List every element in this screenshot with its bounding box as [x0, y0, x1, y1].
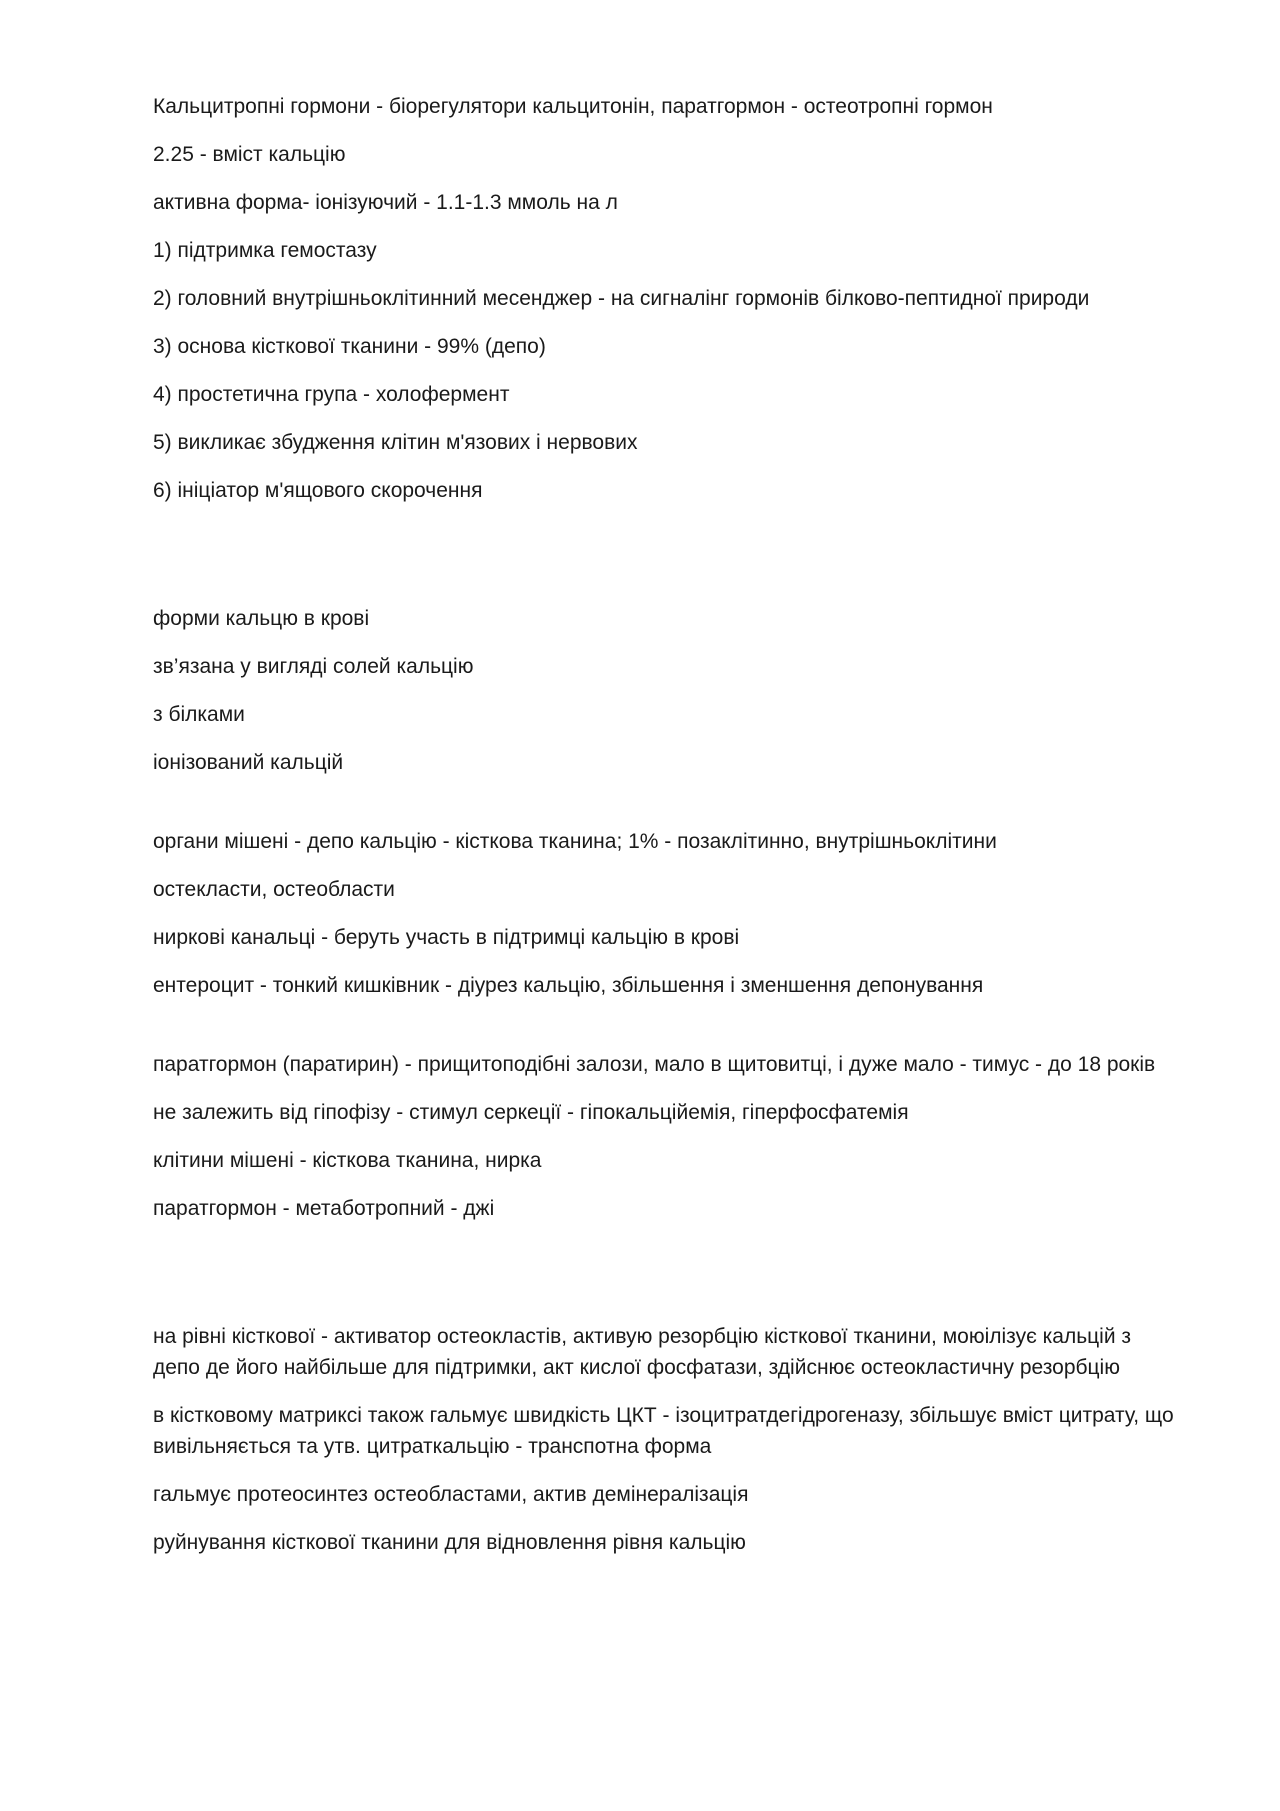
- paragraph-enterocyte: ентероцит - тонкий кишківник - діурез кальцію, збільшення і зменшення депонування: [153, 974, 984, 997]
- paragraph-protein-bound: з білками: [153, 703, 245, 726]
- paragraph-bone-matrix: в кістковому матриксі також гальмує швидкість ЦКТ - ізоцитратдегідрогеназу, збільшує вміст цитрату, що вивільняється та утв. цитраткальцію - транспотна форма: [153, 1404, 1174, 1458]
- paragraph-pituitary-independent: не залежить від гіпофізу - стимул серкеції - гіпокальційемія, гіперфосфатемія: [153, 1101, 909, 1124]
- paragraph-bone-level: на рівні кісткової - активатор остеокластів, активую резорбцію кісткової тканини, моюілізує кальцій з депо де його найбільше для підтримки, акт кислої фосфатази, здійснює остеокластичну резорбцію: [153, 1325, 1132, 1379]
- list-item-1: 1) підтримка гемостазу: [153, 239, 377, 262]
- document-body: [153, 91, 1183, 1575]
- list-item-4: 4) простетична група - холофермент: [153, 383, 510, 406]
- paragraph-target-cells: клітини мішені - кісткова тканина, нирка: [153, 1149, 542, 1172]
- paragraph-proteosynthesis: гальмує протеосинтез остеобластами, актив демінералізація: [153, 1483, 749, 1506]
- paragraph-bone-destruction: руйнування кісткової тканини для відновлення рівня кальцію: [153, 1531, 746, 1554]
- paragraph-osteoclasts: остекласти, остеобласти: [153, 878, 395, 901]
- paragraph-calcitropic-hormones: Кальцитропні гормони - біорегулятори кальцитонін, паратгормон - остеотропні гормон: [153, 95, 993, 118]
- paragraph-target-organs: органи мішені - депо кальцію - кісткова тканина; 1% - позаклітинно, внутрішньоклітини: [153, 830, 997, 853]
- list-item-5: 5) викликає збудження клітин м'язових і нервових: [153, 431, 638, 454]
- paragraph-calcium-forms-heading: форми кальцю в крові: [153, 607, 370, 630]
- paragraph-calcium-content: 2.25 - вміст кальцію: [153, 143, 346, 166]
- paragraph-renal-tubules: ниркові канальці - беруть участь в підтримці кальцію в крові: [153, 926, 740, 949]
- paragraph-ionized: іонізований кальцій: [153, 751, 344, 774]
- list-item-3: 3) основа кісткової тканини - 99% (депо): [153, 335, 546, 358]
- paragraph-parathormone: паратгормон (паратирин) - прищитоподібні залози, мало в щитовитці, і дуже мало - тимус - до 18 років: [153, 1053, 1156, 1076]
- paragraph-active-form: активна форма- іонізуючий - 1.1-1.3 ммоль на л: [153, 191, 618, 214]
- paragraph-metabotropic: паратгормон - метаботропний - джі: [153, 1197, 495, 1220]
- paragraph-bound-salts: зв’язана у вигляді солей кальцію: [153, 655, 474, 678]
- list-item-2: 2) головний внутрішньоклітинний месенджер - на сигналінг гормонів білково-пептидної природи: [153, 287, 1090, 310]
- list-item-6: 6) ініціатор м'ящового скорочення: [153, 479, 483, 502]
